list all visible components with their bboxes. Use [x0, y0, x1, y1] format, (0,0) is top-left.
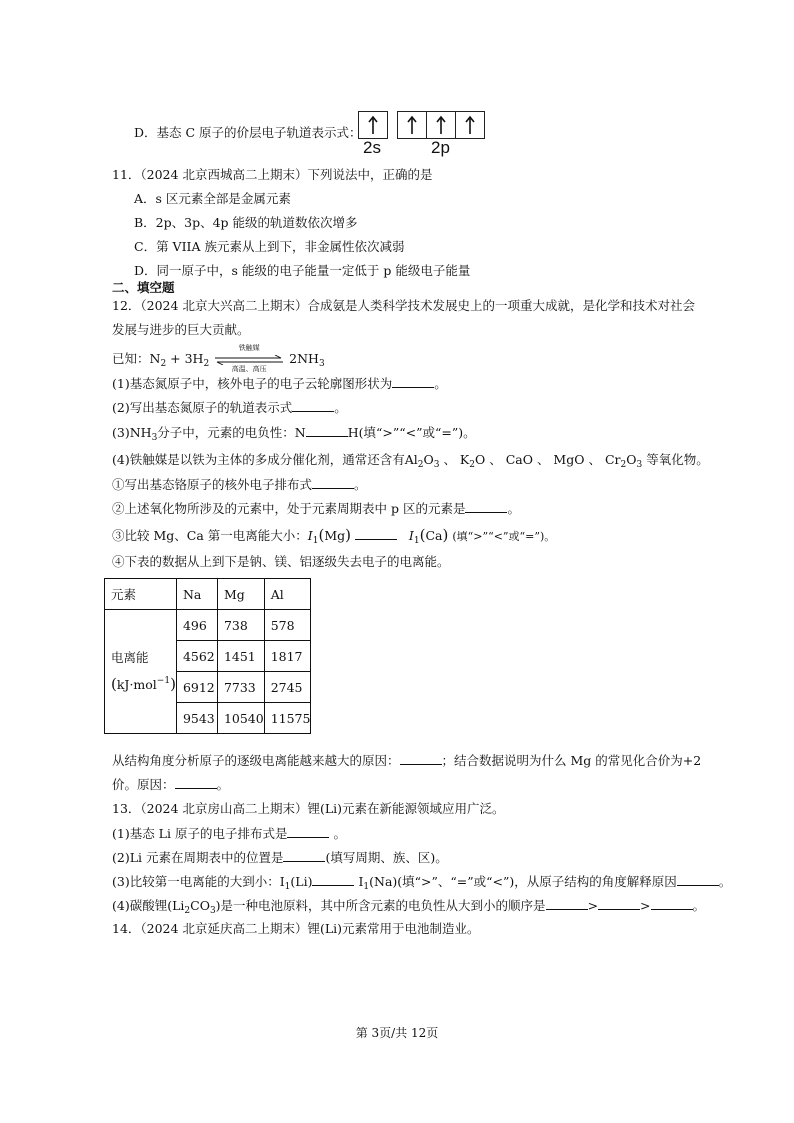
eq-n2: N — [149, 351, 161, 366]
q13-part3-text: (3)比较第一电离能的大到小：I — [112, 874, 285, 889]
gt-sign: > — [587, 898, 599, 913]
unit-label: (kJ·mol$^{-1}$) — [111, 675, 176, 693]
punct: 。 — [333, 826, 346, 841]
q12-sub3-hint: (填“>”“<”或“=”)。 — [452, 530, 556, 543]
formula-k2o: K — [459, 452, 470, 467]
table-cell: 10540 — [217, 703, 264, 734]
analysis-text-3: 价。原因： — [112, 777, 175, 792]
q14-stem: 14．（2024 北京延庆高二上期末）锂(Li)元素常用于电池制造业。 — [112, 921, 480, 936]
q13-part1-text: (1)基态 Li 原子的电子排布式是 — [112, 826, 288, 841]
orbital-box-2s — [358, 111, 388, 139]
table-cell: 578 — [264, 610, 311, 641]
punct: 。 — [434, 376, 447, 391]
page-footer: 第 3页/共 12页 — [355, 1026, 439, 1040]
q11-option-a: A．s 区元素全部是金属元素 — [134, 191, 291, 206]
q13-part2-hint: (填写周期、族、区)。 — [325, 850, 448, 865]
answer-blank[interactable] — [355, 527, 397, 540]
answer-blank[interactable] — [292, 399, 334, 412]
spin-up-arrow-icon — [367, 115, 379, 135]
formula-al2o3: Al — [404, 452, 418, 467]
answer-blank[interactable] — [465, 500, 507, 513]
ionization-symbol: I — [307, 528, 313, 543]
eq-h2: + 3H — [166, 351, 204, 366]
punct: 。 — [354, 477, 367, 492]
q13-part2 — [112, 849, 448, 867]
answer-blank[interactable] — [175, 776, 217, 789]
q11-option-c: C．第 VIIA 族元素从上到下，非金属性依次减弱 — [134, 239, 405, 254]
q12-part2 — [112, 399, 347, 417]
eq-nh3: 2NH — [289, 351, 319, 366]
q12-analysis-line2 — [112, 776, 229, 794]
q12-stem-line1: 12．（2024 北京大兴高二上期末）合成氨是人类科学技术发展史上的一项重大成就，是化学和技术对社会 — [112, 298, 695, 313]
answer-blank[interactable] — [392, 375, 434, 388]
q12-sub3-text: ③比较 Mg、Ca 第一电离能大小： — [112, 528, 308, 543]
q12-sub2-text: ②上述氧化物所涉及的元素中，处于元素周期表中 p 区的元素是 — [112, 501, 466, 516]
formula-mgo: MgO — [553, 452, 585, 467]
answer-blank[interactable] — [677, 873, 719, 886]
q12-sub3: ③比较 Mg、Ca 第一电离能大小：$I_1(Mg)$ $I_1(Ca)$ (填“>”“<”或“=”)。 — [112, 526, 556, 546]
punct: 。 — [216, 777, 230, 792]
spin-up-arrow-icon — [464, 115, 476, 135]
given-label: 已知： — [112, 351, 150, 366]
gt-sign: > — [640, 898, 651, 913]
q12-sub4: ④下表的数据从上到下是钠、镁、铝逐级失去电子的电离能。 — [112, 554, 450, 569]
answer-blank[interactable] — [598, 897, 640, 910]
table-cell: 738 — [217, 610, 264, 641]
orbital-label-2s: 2s — [363, 138, 381, 157]
q13-part4-co: CO — [190, 898, 210, 913]
q13-stem: 13．（2024 北京房山高二上期末）锂(Li)元素在新能源领域应用广泛。 — [112, 801, 505, 816]
answer-blank[interactable] — [312, 476, 354, 489]
table-header-row — [105, 579, 311, 610]
nh3-formula: NH — [129, 425, 152, 440]
ionization-symbol: I — [408, 528, 414, 543]
answer-blank[interactable] — [283, 849, 325, 862]
table-cell: 4562 — [176, 641, 217, 672]
analysis-text: 从结构角度分析原子的逐级电离能越来越大的原因： — [112, 753, 400, 768]
spin-up-arrow-icon — [435, 115, 447, 135]
q12-part3-hint: H(填“>”“<”或“=”)。 — [347, 425, 476, 440]
q11-option-d: D．同一原子中，s 能级的电子能量一定低于 p 能级电子能量 — [134, 263, 471, 278]
q11-option-b: B．2p、3p、4p 能级的轨道数依次增多 — [134, 215, 358, 230]
answer-blank[interactable] — [400, 752, 442, 765]
q12-reaction-equation: 已知：$N_2 + 3H_2$ 铁触媒 高温、高压 $2NH_3$ — [112, 343, 325, 373]
table-cell: 11575 — [264, 703, 311, 734]
table-cell: 9543 — [176, 703, 217, 734]
unit-text: kJ·mol — [116, 677, 157, 692]
unit-superscript: −1 — [156, 676, 171, 686]
analysis-text-2: ；结合数据说明为什么 Mg 的常见化合价为+2 — [441, 753, 702, 768]
q11-stem: 11．（2024 北京西城高二上期末）下列说法中，正确的是 — [112, 167, 433, 182]
punct: 。 — [334, 400, 347, 415]
spin-up-arrow-icon — [406, 115, 418, 135]
row-label: 电离能 — [111, 650, 149, 665]
answer-blank[interactable] — [651, 897, 693, 910]
answer-blank[interactable] — [546, 897, 588, 910]
q12-part1-text: (1)基态氮原子中，核外电子的电子云轮廓图形状为 — [112, 376, 393, 391]
q13-part3-li: (Li) — [290, 874, 313, 889]
table-cell: 1451 — [217, 641, 264, 672]
catalyst-label: 铁触媒 — [238, 343, 260, 352]
equilibrium-arrow-icon — [213, 355, 285, 365]
punct: 。 — [692, 898, 706, 913]
table-cell: 2745 — [264, 672, 311, 703]
table-cell: 496 — [176, 610, 217, 641]
q12-part4-text: (4)铁触媒是以铁为主体的多成分催化剂，通常还含有 — [112, 452, 405, 467]
q10-option-d: D．基态 C 原子的价层电子轨道表示式： — [134, 125, 362, 140]
answer-blank[interactable] — [287, 825, 329, 838]
q12-stem-line2: 发展与进步的巨大贡献。 — [112, 322, 250, 337]
table-header-cell: Mg — [217, 579, 264, 610]
q13-part2-text: (2)Li 元素在周期表中的位置是 — [112, 850, 284, 865]
orbital-label-2p: 2p — [431, 138, 450, 157]
punct: 。 — [718, 874, 732, 889]
q12-sub2 — [112, 500, 520, 518]
condition-label: 高温、高压 — [231, 364, 267, 373]
section-title: 二、填空题 — [112, 280, 175, 295]
q12-part4: (4)铁触媒是以铁为主体的多成分催化剂，通常还含有$Al_2O_3$ 、 $K_2O$ 、 CaO 、 MgO 、 $Cr_2O_3$ 等氧化物。 — [112, 452, 709, 470]
q12-sub1-text: ①写出基态铬原子的核外电子排布式 — [112, 477, 313, 492]
answer-blank[interactable] — [312, 873, 354, 886]
q13-part3-hint: (Na)(填“>”、“=”或“<”)，从原子结构的角度解释原因 — [369, 874, 677, 889]
table-header-cell: Al — [264, 579, 311, 610]
q13-part3-i: I — [358, 874, 364, 889]
q12-part2-text: (2)写出基态氮原子的轨道表示式 — [112, 400, 293, 415]
element-mg: Mg — [324, 528, 346, 543]
element-ca: Ca — [425, 528, 443, 543]
q12-sub1 — [112, 476, 367, 494]
q12-analysis-line1 — [112, 752, 701, 770]
orbital-box-2p — [397, 111, 485, 139]
q12-part3: $(3)NH_3$分子中，元素的电负性：N H(填“>”“<”或“=”)。 — [112, 425, 476, 443]
table-cell: 1817 — [264, 641, 311, 672]
q12-part4-end: 等氧化物。 — [646, 452, 709, 467]
reversible-arrow — [213, 343, 285, 373]
q13-part4: (4)碳酸锂$(Li_2CO_3)$是一种电池原料，其中所含元素的电负性从大到小的顺序是 > > 。 — [112, 898, 706, 916]
q13-part4-text: (4)碳酸锂(Li — [112, 898, 185, 913]
table-header-cell: Na — [176, 579, 217, 610]
ionization-energy-table — [104, 578, 311, 734]
q13-part1 — [112, 825, 346, 843]
table-header-cell: 元素 — [105, 579, 177, 610]
punct: 。 — [507, 501, 520, 516]
formula-cao: CaO — [505, 452, 533, 467]
table-row — [105, 610, 311, 641]
q12-part3-num: (3) — [112, 425, 130, 440]
q12-part3-text: 分子中，元素的电负性：N — [157, 425, 306, 440]
q12-part1 — [112, 375, 447, 393]
row-label-cell — [105, 610, 177, 734]
table-cell: 6912 — [176, 672, 217, 703]
q13-part4-text-2: )是一种电池原料，其中所含元素的电负性从大到小的顺序是 — [215, 898, 546, 913]
q13-part3: (3)比较第一电离能的大到小：$I_1(Li)$ $I_1(Na)$(填“>”、“=”或“<”)，从原子结构的角度解释原因 。 — [112, 874, 732, 892]
table-cell: 7733 — [217, 672, 264, 703]
formula-cr2o3: Cr — [604, 452, 621, 467]
answer-blank[interactable] — [306, 424, 348, 437]
